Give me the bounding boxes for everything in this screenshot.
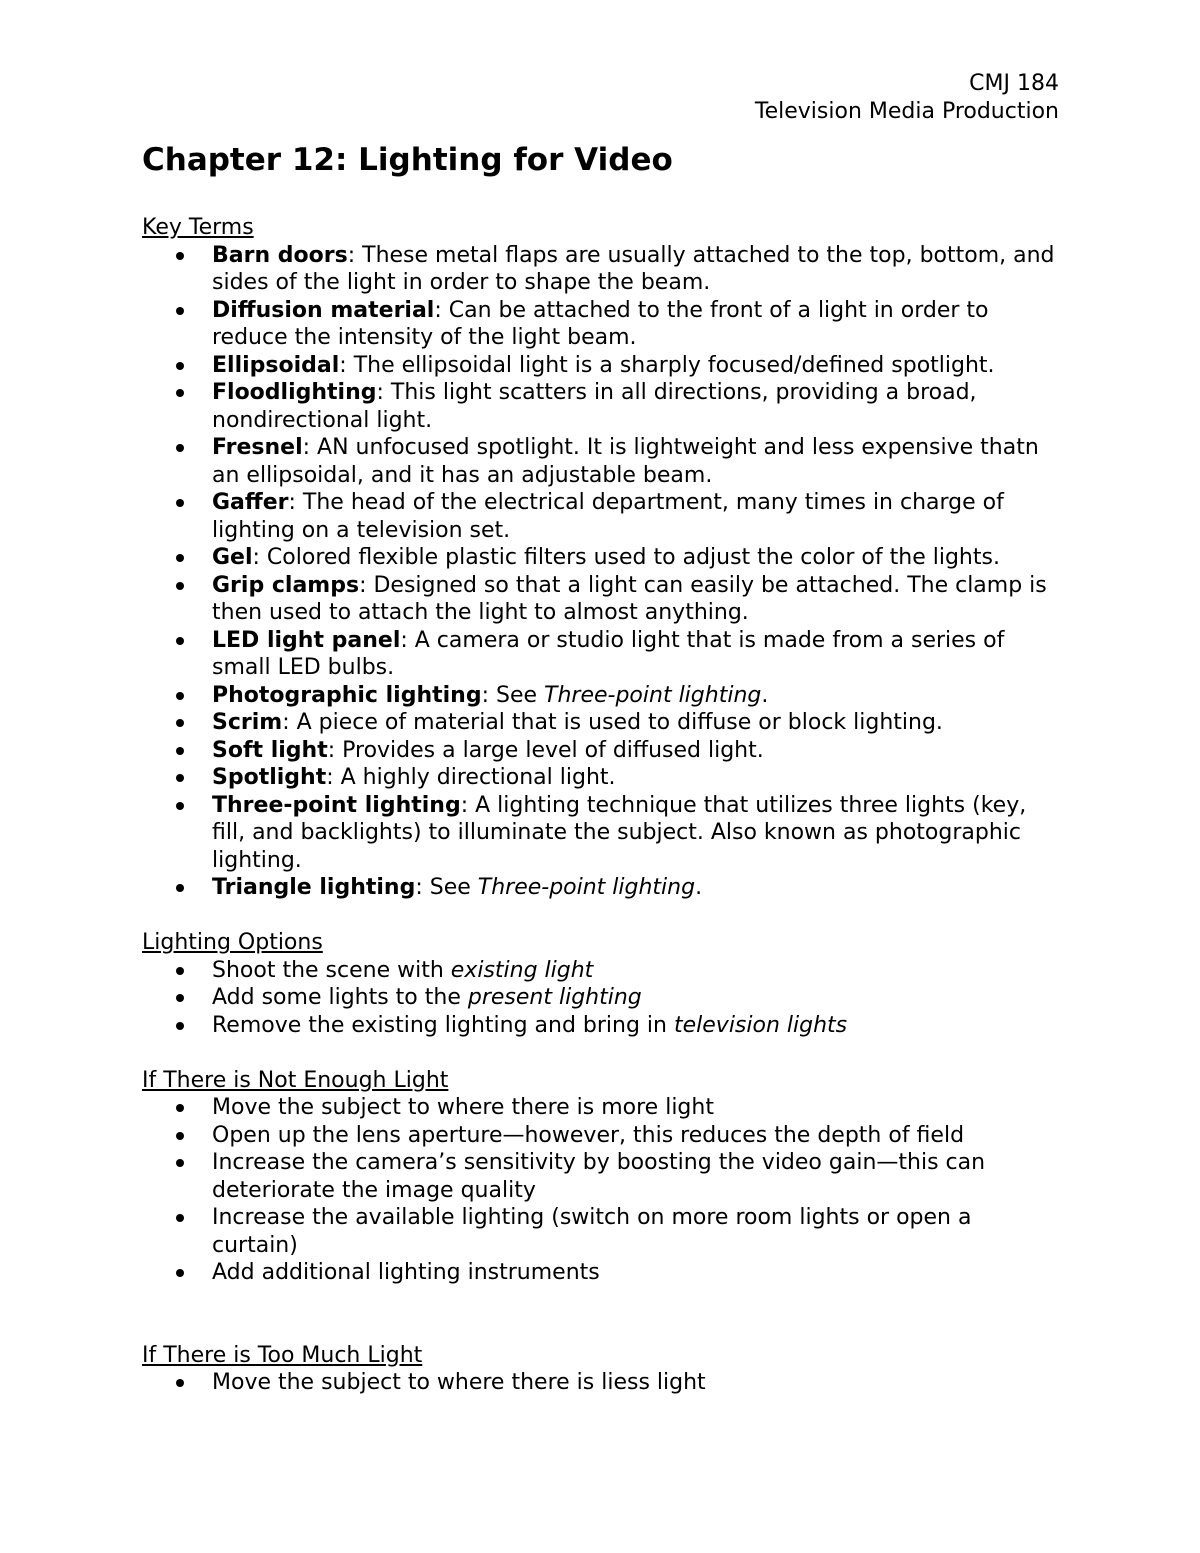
bullet-icon bbox=[176, 884, 184, 892]
spacer bbox=[142, 1039, 1062, 1067]
bullet-icon bbox=[176, 802, 184, 810]
too-much-light-heading: If There is Too Much Light bbox=[142, 1342, 423, 1368]
bullet-icon bbox=[176, 747, 184, 755]
course-name: Television Media Production bbox=[754, 99, 1059, 124]
bullet-icon bbox=[176, 362, 184, 370]
list-item bbox=[142, 1012, 1062, 1040]
term-name: Scrim bbox=[212, 710, 283, 735]
spacer bbox=[142, 1287, 1062, 1342]
term-definition: : See bbox=[415, 875, 478, 900]
item-text: Add some lights to the bbox=[212, 985, 468, 1010]
key-terms-list bbox=[142, 242, 1062, 902]
key-term-item bbox=[142, 682, 1062, 710]
term-name: LED light panel bbox=[212, 627, 401, 653]
bullet-icon bbox=[176, 1214, 184, 1222]
bullet-icon bbox=[176, 1269, 184, 1277]
term-name: Gel bbox=[212, 545, 253, 570]
bullet-icon bbox=[176, 1379, 184, 1387]
key-term-item bbox=[142, 379, 1062, 434]
term-name: Triangle lighting bbox=[212, 875, 416, 900]
bullet-icon bbox=[176, 1104, 184, 1112]
list-item bbox=[142, 1094, 1062, 1122]
term-definition: : AN unfocused spotlight. It is lightweight and less expensive thatn an ellipsoidal, and it has an adjustable beam. bbox=[212, 435, 1039, 488]
not-enough-light-list bbox=[142, 1094, 1062, 1287]
document-body bbox=[142, 214, 1062, 1397]
bullet-icon bbox=[176, 307, 184, 315]
term-name: Photographic lighting bbox=[212, 682, 482, 708]
key-term-item bbox=[142, 792, 1062, 875]
term-name: Fresnel bbox=[212, 435, 303, 460]
term-definition: : A piece of material that is used to diffuse or block lighting. bbox=[282, 710, 943, 735]
bullet-icon bbox=[176, 582, 184, 590]
term-definition: : A camera or studio light that is made from a series of small LED bulbs. bbox=[212, 627, 1005, 680]
term-name: Ellipsoidal bbox=[212, 352, 340, 378]
spacer bbox=[142, 902, 1062, 930]
list-item bbox=[142, 1369, 1062, 1397]
list-item bbox=[142, 1122, 1062, 1150]
term-definition: : Provides a large level of diffused light. bbox=[327, 737, 764, 763]
key-term-item bbox=[142, 544, 1062, 572]
term-end: . bbox=[761, 682, 769, 708]
term-name: Three-point lighting bbox=[212, 792, 461, 818]
list-item bbox=[142, 1204, 1062, 1259]
item-text: Add additional lighting instruments bbox=[212, 1260, 600, 1285]
item-text: Increase the available lighting (switch on more room lights or open a curtain) bbox=[212, 1205, 972, 1258]
chapter-title: Chapter 12: Lighting for Video bbox=[142, 142, 673, 178]
bullet-icon bbox=[176, 499, 184, 507]
term-definition: : These metal flaps are usually attached to the top, bottom, and sides of the light in order to shape the beam. bbox=[212, 242, 1055, 295]
item-emphasis: television lights bbox=[673, 1012, 848, 1038]
list-item bbox=[142, 984, 1062, 1012]
item-text: Increase the camera’s sensitivity by boosting the video gain—this can deteriorate the image quality bbox=[212, 1150, 986, 1203]
term-name: Diffusion material bbox=[212, 297, 435, 323]
term-name: Barn doors bbox=[212, 242, 348, 268]
item-text: Move the subject to where there is liess light bbox=[212, 1370, 706, 1395]
bullet-icon bbox=[176, 1159, 184, 1167]
item-text: Shoot the scene with bbox=[212, 957, 451, 983]
key-term-item bbox=[142, 709, 1062, 737]
bullet-icon bbox=[176, 444, 184, 452]
term-name: Grip clamps bbox=[212, 572, 360, 598]
item-emphasis: present lighting bbox=[467, 985, 642, 1010]
term-definition: : The ellipsoidal light is a sharply focused/defined spotlight. bbox=[339, 352, 995, 378]
item-text: Open up the lens aperture—however, this reduces the depth of field bbox=[212, 1122, 965, 1148]
list-item bbox=[142, 1259, 1062, 1287]
item-emphasis: existing light bbox=[450, 957, 594, 983]
bullet-icon bbox=[176, 692, 184, 700]
bullet-icon bbox=[176, 774, 184, 782]
term-name: Gaffer bbox=[212, 490, 289, 515]
key-term-item bbox=[142, 764, 1062, 792]
key-term-item bbox=[142, 489, 1062, 544]
key-term-item bbox=[142, 874, 1062, 902]
bullet-icon bbox=[176, 1022, 184, 1030]
key-term-item bbox=[142, 737, 1062, 765]
lighting-options-heading: Lighting Options bbox=[142, 930, 323, 955]
term-definition: : The head of the electrical department, many times in charge of lighting on a television set. bbox=[212, 490, 1004, 543]
term-definition: : This light scatters in all directions, providing a broad, nondirectional light. bbox=[212, 380, 977, 433]
term-name: Floodlighting bbox=[212, 380, 377, 405]
key-term-item bbox=[142, 434, 1062, 489]
key-term-item bbox=[142, 352, 1062, 380]
term-cross-reference: Three-point lighting bbox=[477, 875, 696, 900]
term-definition: : Can be attached to the front of a light in order to reduce the intensity of the light beam. bbox=[212, 297, 989, 350]
lighting-options-list bbox=[142, 957, 1062, 1040]
term-definition: : A highly directional light. bbox=[326, 765, 616, 790]
bullet-icon bbox=[176, 719, 184, 727]
term-name: Soft light bbox=[212, 737, 328, 763]
key-term-item bbox=[142, 572, 1062, 627]
list-item bbox=[142, 1149, 1062, 1204]
item-text: Remove the existing lighting and bring in bbox=[212, 1012, 674, 1038]
course-code: CMJ 184 bbox=[969, 71, 1059, 96]
key-term-item bbox=[142, 297, 1062, 352]
term-definition: : See bbox=[481, 682, 545, 708]
not-enough-light-heading: If There is Not Enough Light bbox=[142, 1067, 449, 1093]
term-definition: : A lighting technique that utilizes three lights (key, fill, and backlights) to illuminate the subject. Also known as photographic lighting. bbox=[212, 792, 1027, 873]
too-much-light-list bbox=[142, 1369, 1062, 1397]
bullet-icon bbox=[176, 389, 184, 397]
bullet-icon bbox=[176, 1132, 184, 1140]
term-end: . bbox=[695, 875, 703, 900]
key-term-item bbox=[142, 627, 1062, 682]
item-text: Move the subject to where there is more light bbox=[212, 1095, 714, 1120]
bullet-icon bbox=[176, 994, 184, 1002]
key-term-item bbox=[142, 242, 1062, 297]
bullet-icon bbox=[176, 554, 184, 562]
bullet-icon bbox=[176, 637, 184, 645]
key-terms-heading: Key Terms bbox=[142, 215, 254, 240]
term-definition: : Colored flexible plastic filters used to adjust the color of the lights. bbox=[252, 545, 1000, 570]
bullet-icon bbox=[176, 967, 184, 975]
list-item bbox=[142, 957, 1062, 985]
term-name: Spotlight bbox=[212, 765, 327, 790]
bullet-icon bbox=[176, 252, 184, 260]
course-header bbox=[755, 70, 1059, 126]
term-cross-reference: Three-point lighting bbox=[544, 682, 762, 708]
term-definition: : Designed so that a light can easily be attached. The clamp is then used to attach the light to almost anything. bbox=[212, 572, 1047, 625]
